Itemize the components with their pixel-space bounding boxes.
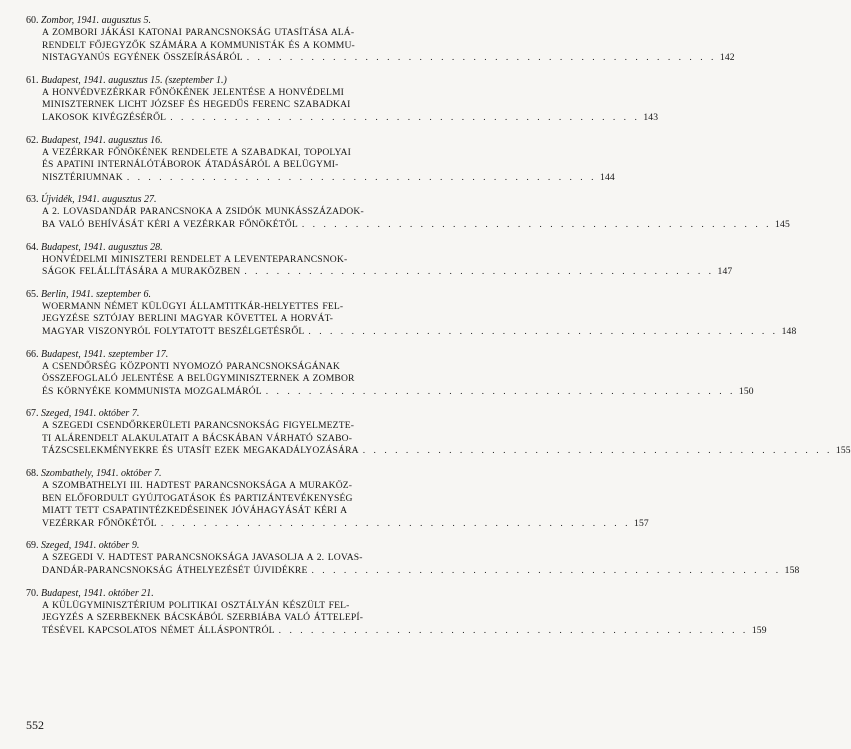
dot-leader: . . . . . . . . . . . . . . . . . . . . . . . . . . . . . . . . . . . . . . . . . . . .: [311, 565, 781, 577]
title-last-line: [42, 218, 790, 232]
dot-leader: . . . . . . . . . . . . . . . . . . . . . . . . . . . . . . . . . . . . . . . . . . . .: [170, 111, 640, 123]
title-last-line: [42, 266, 733, 279]
title-last-line: [42, 385, 754, 399]
place-date: Zombor, 1941. augusztus 5.: [41, 15, 152, 26]
entry-heading: [26, 587, 470, 600]
dot-leader: . . . . . . . . . . . . . . . . . . . . . . . . . . . . . . . . . . . . . . . . . . . .: [265, 385, 735, 397]
document-title: [42, 552, 800, 577]
title-line: HONVÉDELMI MINISZTERI RENDELET A LEVENTEPARANCSNOK-: [42, 253, 348, 265]
dot-leader: . . . . . . . . . . . . . . . . . . . . . . . . . . . . . . . . . . . . . . . . . . . .: [278, 624, 748, 636]
document-title: [42, 253, 733, 279]
dot-leader: . . . . . . . . . . . . . . . . . . . . . . . . . . . . . . . . . . . . . . . . . . . .: [160, 517, 630, 529]
page-reference: 157: [634, 517, 649, 529]
title-line: JEGYZÉSE SZTÓJAY BERLINI MAGYAR KÖVETTEL A HORVÁT-: [42, 313, 334, 325]
title-last-line: [42, 171, 615, 185]
title-line: A 2. LOVASDANDÁR PARANCSNOKA A ZSIDÓK MUNKÁSSZÁZADOK-: [42, 206, 364, 218]
title-line: MIATT TETT CSAPATINTÉZKEDÉSEINEK JÓVÁHAGYÁSÁT KÉRI A: [42, 505, 348, 517]
contents-entry: [26, 539, 800, 577]
title-line: A SZOMBATHELYI III. HADTEST PARANCSNOKSÁGA A MURAKÖZ-: [42, 480, 353, 492]
document-title: [42, 420, 851, 458]
title-line: NISZTÉRIUMNAK: [42, 171, 123, 183]
document-number: 60.: [26, 15, 39, 26]
title-line: WOERMANN NÉMET KÜLÜGYI ÁLLAMTITKÁR-HELYETTES FEL-: [42, 300, 344, 312]
entry-heading: [26, 539, 470, 552]
place-date: Berlin, 1941. szeptember 6.: [41, 288, 151, 300]
contents-entry: [26, 134, 615, 185]
place-date: Újvidék, 1941. augusztus 27.: [41, 194, 157, 206]
document-title: [42, 27, 735, 65]
title-last-line: [42, 565, 800, 578]
title-line: A CSENDŐRSÉG KÖZPONTI NYOMOZÓ PARANCSNOKSÁGÁNAK: [42, 360, 341, 372]
document-title: [42, 86, 659, 125]
entry-heading: [26, 14, 470, 27]
page-reference: 159: [751, 624, 767, 636]
document-number: 66.: [26, 348, 39, 360]
page-reference: 155: [835, 445, 851, 457]
entry-heading: [26, 348, 470, 361]
page-number: 552: [26, 718, 44, 732]
entry-heading: [26, 467, 470, 480]
page-reference: 147: [717, 266, 733, 278]
document-title: [42, 206, 790, 231]
title-line: JEGYZÉS A SZERBEKNEK BÁCSKÁBÓL SZERBIÁBA VALÓ ÁTTELEPÍ-: [42, 612, 364, 624]
title-line: NISTAGYANÚS EGYÉNEK ÖSSZEÍRÁSÁRÓL: [42, 52, 243, 64]
title-last-line: [42, 52, 735, 65]
title-line: MAGYAR VISZONYRÓL FOLYTATOTT BESZÉLGETÉSRŐL: [42, 325, 305, 337]
document-number: 67.: [26, 408, 39, 420]
page-reference: 145: [775, 218, 790, 230]
title-line: VEZÉRKAR FŐNÖKÉTŐL: [42, 517, 157, 529]
document-number: 69.: [26, 540, 39, 552]
place-date: Budapest, 1941. október 21.: [41, 587, 154, 599]
title-line: ÉS KÖRNYÉKE KOMMUNISTA MOZGALMÁRÓL: [42, 385, 262, 397]
page-reference: 142: [719, 52, 735, 64]
title-line: A KÜLÜGYMINISZTÉRIUM POLITIKAI OSZTÁLYÁN KÉSZÜLT FEL-: [42, 599, 350, 611]
contents-entry: [26, 14, 735, 65]
title-line: A SZEGEDI CSENDŐRKERÜLETI PARANCSNOKSÁG FIGYELMEZTE-: [42, 420, 355, 432]
contents-entry: [26, 348, 754, 399]
title-line: SÁGOK FELÁLLÍTÁSÁRA A MURAKÖZBEN: [42, 266, 241, 278]
document-number: 63.: [26, 194, 39, 206]
document-number: 68.: [26, 468, 39, 480]
page-reference: 150: [738, 385, 754, 397]
title-line: BA VALÓ BEHÍVÁSÁT KÉRI A VEZÉRKAR FŐNÖKÉTŐL: [42, 218, 298, 230]
contents-entry: [26, 467, 649, 530]
document-title: [42, 480, 649, 530]
title-last-line: [42, 445, 851, 458]
document-number: 61.: [26, 74, 39, 86]
contents-entry: [26, 587, 767, 638]
title-last-line: [42, 624, 767, 638]
title-line: LAKOSOK KIVÉGZÉSÉRŐL: [42, 111, 167, 123]
title-last-line: [42, 325, 797, 339]
place-date: Budapest, 1941. augusztus 16.: [41, 134, 163, 146]
title-line: A VEZÉRKAR FŐNÖKÉNEK RENDELETE A SZABADKAI, TOPOLYAI: [42, 146, 351, 158]
entry-heading: [26, 134, 470, 147]
title-last-line: [42, 111, 659, 125]
title-line: A SZEGEDI V. HADTEST PARANCSNOKSÁGA JAVASOLJA A 2. LOVAS-: [42, 552, 363, 564]
document-title: [42, 360, 754, 399]
dot-leader: . . . . . . . . . . . . . . . . . . . . . . . . . . . . . . . . . . . . . . . . . . . .: [246, 52, 716, 64]
place-date: Szombathely, 1941. október 7.: [41, 468, 162, 480]
place-date: Budapest, 1941. szeptember 17.: [41, 348, 169, 360]
contents-entry: [26, 288, 797, 339]
page-reference: 144: [600, 171, 615, 183]
title-line: TÉSÉVEL KAPCSOLATOS NÉMET ÁLLÁSPONTRÓL: [42, 624, 275, 636]
document-number: 65.: [26, 288, 39, 300]
contents-entry: [26, 193, 790, 231]
contents-list: [26, 14, 851, 646]
dot-leader: . . . . . . . . . . . . . . . . . . . . . . . . . . . . . . . . . . . . . . . . . . . .: [308, 325, 778, 337]
title-line: RENDELT FŐJEGYZŐK SZÁMÁRA A KOMMUNISTÁK ÉS A KOMMU-: [42, 39, 355, 51]
title-line: A HONVÉDVEZÉRKAR FŐNÖKÉNEK JELENTÉSE A HONVÉDELMI: [42, 86, 345, 98]
dot-leader: . . . . . . . . . . . . . . . . . . . . . . . . . . . . . . . . . . . . . . . . . . . .: [362, 445, 832, 457]
document-title: [42, 599, 767, 638]
title-line: TÁZSCSELEKMÉNYEKRE ÉS UTASÍT EZEK MEGAKADÁLYOZÁSÁRA: [42, 445, 359, 457]
contents-entry: [26, 407, 851, 458]
title-line: TI ALÁRENDELT ALAKULATAIT A BÁCSKÁBAN VÁRHATÓ SZABO-: [42, 432, 353, 444]
contents-entry: [26, 74, 659, 125]
title-line: DANDÁR-PARANCSNOKSÁG ÁTHELYEZÉSÉT ÚJVIDÉKRE: [42, 565, 308, 577]
title-line: ÉS APATINI INTERNÁLÓTÁBOROK ÁTADÁSÁRÓL A BELÜGYMI-: [42, 159, 339, 171]
entry-heading: [26, 241, 470, 254]
document-title: [42, 300, 797, 339]
page-reference: 158: [784, 565, 800, 577]
place-date: Budapest, 1941. augusztus 15. (szeptember 1.): [41, 74, 227, 86]
title-line: MINISZTERNEK LICHT JÓZSEF ÉS HEGEDŰS FERENC SZABADKAI: [42, 99, 351, 111]
title-line: BEN ELŐFORDULT GYÚJTOGATÁSOK ÉS PARTIZÁNTEVÉKENYSÉG: [42, 492, 353, 504]
document-number: 70.: [26, 587, 39, 599]
place-date: Szeged, 1941. október 9.: [41, 540, 140, 552]
document-number: 64.: [26, 241, 39, 253]
title-line: ÖSSZEFOGLALÓ JELENTÉSE A BELÜGYMINISZTERNEK A ZOMBOR: [42, 373, 355, 385]
title-last-line: [42, 517, 649, 531]
document-title: [42, 146, 615, 185]
dot-leader: . . . . . . . . . . . . . . . . . . . . . . . . . . . . . . . . . . . . . . . . . . . .: [126, 171, 596, 183]
dot-leader: . . . . . . . . . . . . . . . . . . . . . . . . . . . . . . . . . . . . . . . . . . . .: [244, 266, 714, 278]
contents-entry: [26, 241, 733, 279]
entry-heading: [26, 193, 470, 206]
entry-heading: [26, 288, 470, 301]
page-reference: 143: [643, 111, 659, 123]
entry-heading: [26, 74, 470, 87]
place-date: Budapest, 1941. augusztus 28.: [41, 241, 163, 253]
place-date: Szeged, 1941. október 7.: [41, 408, 140, 420]
document-number: 62.: [26, 134, 39, 146]
dot-leader: . . . . . . . . . . . . . . . . . . . . . . . . . . . . . . . . . . . . . . . . . . . .: [301, 218, 772, 230]
page-reference: 148: [781, 325, 797, 337]
title-line: A ZOMBORI JÁKÁSI KATONAI PARANCSNOKSÁG UTASÍTÁSA ALÁ-: [42, 27, 355, 38]
entry-heading: [26, 407, 470, 420]
